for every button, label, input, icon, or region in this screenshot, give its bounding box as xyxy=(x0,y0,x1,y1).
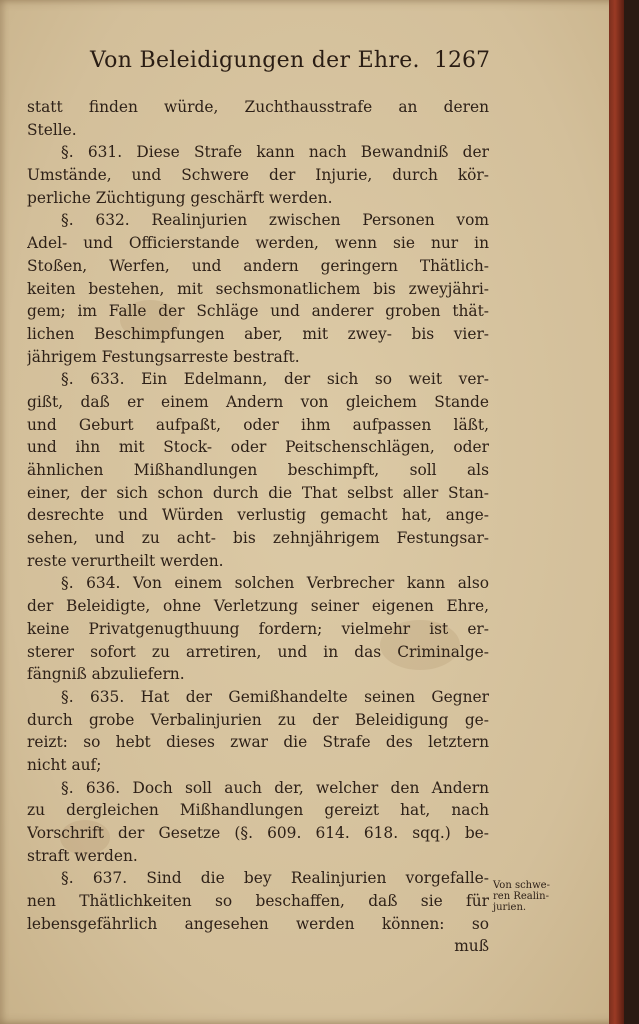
text-line: keine Privatgenugthuung fordern; vielmehr ist er- xyxy=(27,619,489,638)
text-line: jährigem Festungsarreste bestraft. xyxy=(27,347,300,366)
text-line: §. 632. Realinjurien zwischen Personen vom xyxy=(61,211,489,230)
text-line: §. 633. Ein Edelmann, der sich so weit ver- xyxy=(61,370,489,389)
book-spine-edge xyxy=(609,0,624,1024)
text-line: Umstände, und Schwere der Injurie, durch kör- xyxy=(27,166,489,185)
text-line: reste verurtheilt werden. xyxy=(27,551,224,570)
text-line: nen Thätlichkeiten so beschaffen, daß sie für xyxy=(27,892,489,911)
body-text xyxy=(27,96,489,958)
text-line: der Beleidigte, ohne Verletzung seiner eigenen Ehre, xyxy=(27,597,489,616)
page-number: 1267 xyxy=(434,48,490,73)
page-header xyxy=(90,48,490,88)
text-line: nicht auf; xyxy=(27,755,102,774)
text-line: durch grobe Verbalinjurien zu der Beleidigung ge- xyxy=(27,710,489,729)
text-line: lebensgefährlich angesehen werden können: so xyxy=(27,914,489,933)
marginal-note xyxy=(493,880,573,913)
text-line: fängniß abzuliefern. xyxy=(27,665,185,684)
text-line: reizt: so hebt dieses zwar die Strafe des letztern xyxy=(27,733,489,752)
text-line: desrechte und Würden verlustig gemacht hat, ange- xyxy=(27,506,489,525)
marginal-note-line: ren Realin- xyxy=(493,891,549,902)
text-line: ähnlichen Mißhandlungen beschimpft, soll als xyxy=(27,461,489,479)
text-line: §. 636. Doch soll auch der, welcher den Andern xyxy=(61,778,489,797)
text-line: und ihn mit Stock- oder Peitschenschlägen, oder xyxy=(27,438,489,457)
text-line: sehen, und zu acht- bis zehnjährigem Festungsar- xyxy=(27,529,489,548)
text-line: lichen Beschimpfungen aber, mit zwey- bis vier- xyxy=(27,324,489,343)
text-line: einer, der sich schon durch die That selbst aller Stan- xyxy=(27,483,489,502)
marginal-note-line: jurien. xyxy=(493,902,527,913)
text-line: Stoßen, Werfen, und andern geringern Thätlich- xyxy=(27,256,489,275)
text-line: §. 631. Diese Strafe kann nach Bewandniß der xyxy=(61,143,489,162)
text-line: Vorschrift der Gesetze (§. 609. 614. 618. sqq.) be- xyxy=(27,824,489,842)
text-line: gißt, daß er einem Andern von gleichem Stande xyxy=(27,392,489,411)
text-line: statt finden würde, Zuchthausstrafe an deren xyxy=(27,98,489,116)
text-line: §. 634. Von einem solchen Verbrecher kann also xyxy=(61,574,489,593)
text-line: §. 637. Sind die bey Realinjurien vorgefalle- xyxy=(61,869,489,888)
text-line: §. 635. Hat der Gemißhandelte seinen Gegner xyxy=(61,687,489,706)
text-line: zu dergleichen Mißhandlungen gereizt hat, nach xyxy=(27,801,489,820)
text-line: keiten bestehen, mit sechsmonatlichem bis zweyjähri- xyxy=(27,279,489,298)
text-line: Stelle. xyxy=(27,120,77,139)
text-line: und Geburt aufpaßt, oder ihm aufpassen läßt, xyxy=(27,415,489,434)
text-line: sterer sofort zu arretiren, und in das Criminalge- xyxy=(27,642,489,661)
running-head: Von Beleidigungen der Ehre. xyxy=(90,48,420,73)
text-line: Adel- und Officierstande werden, wenn sie nur in xyxy=(27,234,489,253)
marginal-note-line: Von schwe- xyxy=(493,880,550,891)
catchword: muß xyxy=(454,937,489,956)
text-line: straft werden. xyxy=(27,846,138,865)
library-stamp xyxy=(32,0,72,10)
text-line: gem; im Falle der Schläge und anderer groben thät- xyxy=(27,302,489,321)
text-line: perliche Züchtigung geschärft werden. xyxy=(27,188,333,207)
